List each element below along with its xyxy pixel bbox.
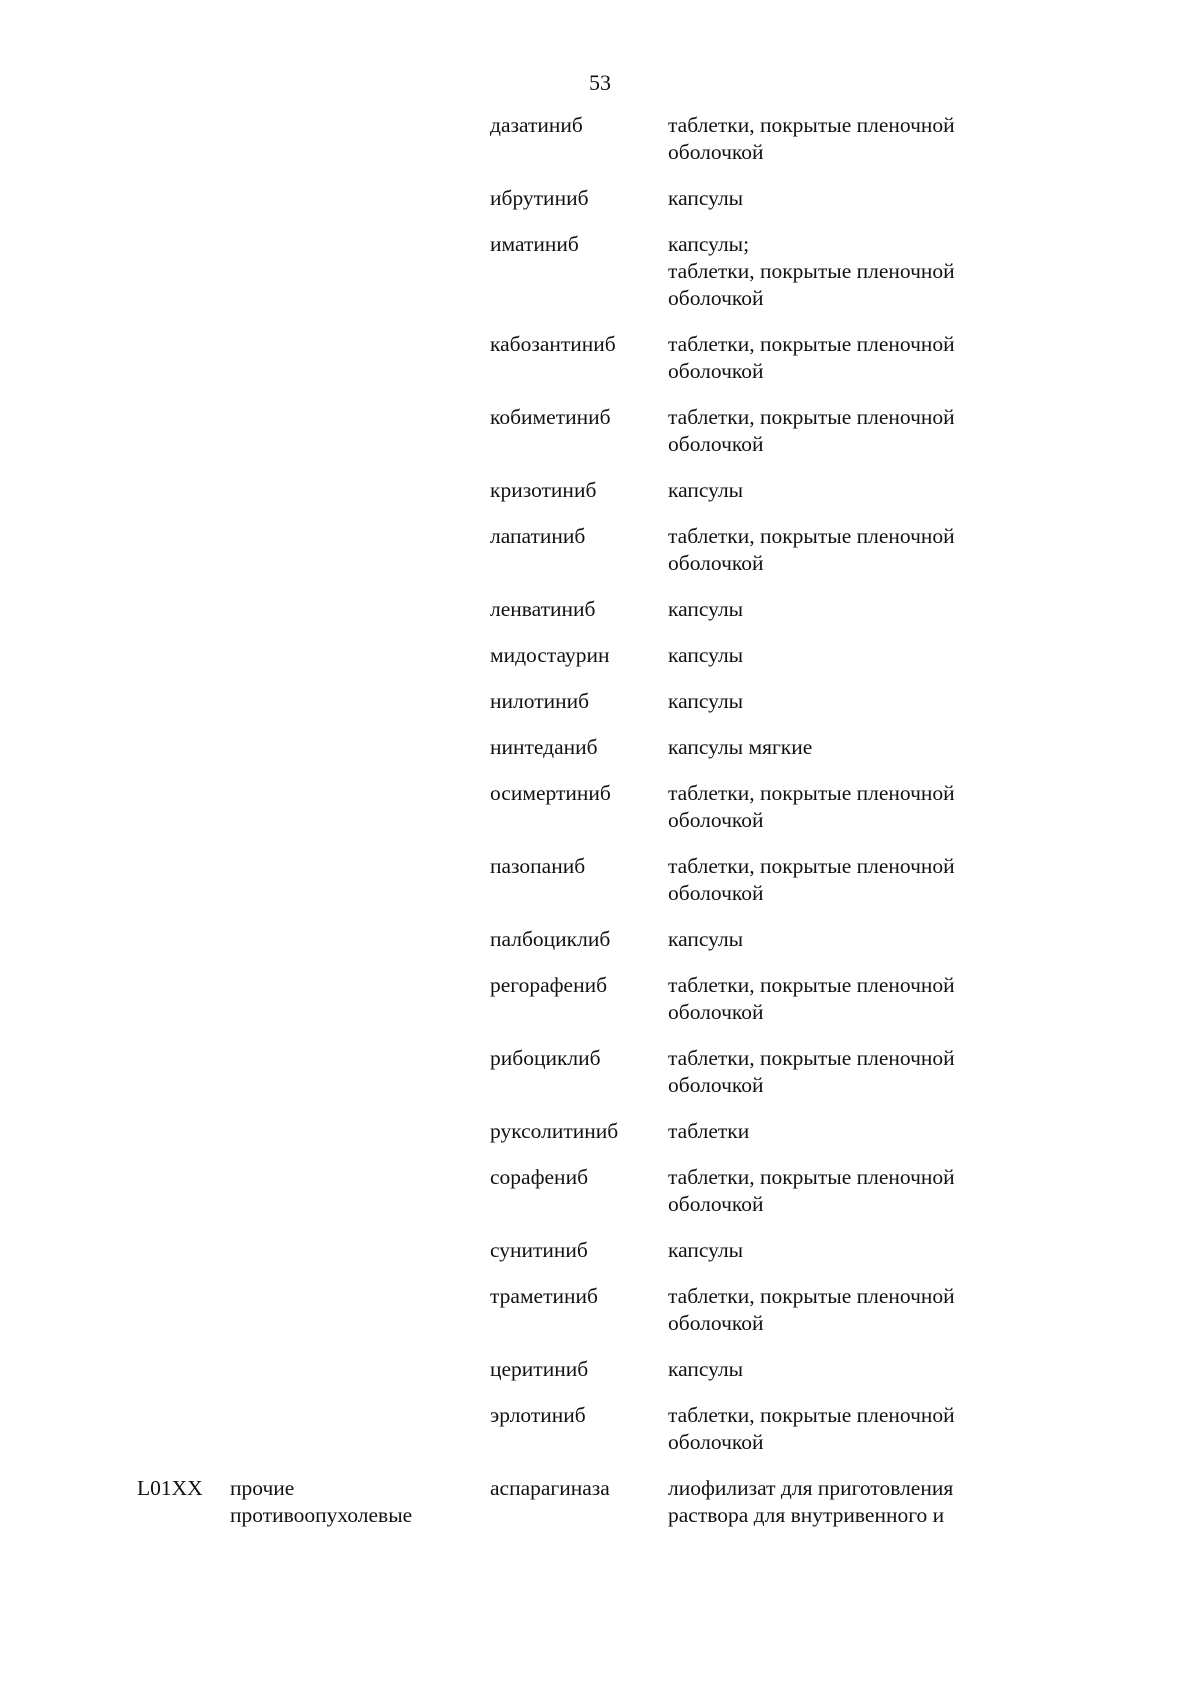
dosage-form-line: капсулы <box>668 1238 744 1262</box>
dosage-form-line: таблетки, покрытые пленочной <box>668 781 955 805</box>
drug-name-line: нилотиниб <box>490 689 590 713</box>
drug-name-line: сорафениб <box>490 1165 589 1189</box>
page-number: 53 <box>589 70 611 95</box>
drug-name <box>490 1283 660 1310</box>
dosage-form <box>668 1402 1028 1456</box>
drug-name-line: ибрутиниб <box>490 186 589 210</box>
dosage-form-line: оболочкой <box>668 1430 764 1454</box>
dosage-form <box>668 972 1028 1026</box>
dosage-form-line: таблетки, покрытые пленочной <box>668 1046 955 1070</box>
dosage-form-line: таблетки <box>668 1119 750 1143</box>
dosage-form <box>668 112 1028 166</box>
drug-name-line: сунитиниб <box>490 1238 588 1262</box>
drug-name-line: аспарагиназа <box>490 1476 610 1500</box>
dosage-form-line: капсулы <box>668 186 744 210</box>
dosage-form <box>668 734 1028 761</box>
dosage-form <box>668 642 1028 669</box>
atc-group <box>230 1475 460 1529</box>
dosage-form <box>668 1283 1028 1337</box>
dosage-form-line: капсулы; <box>668 232 750 256</box>
dosage-form-line: капсулы <box>668 597 744 621</box>
drug-name-line: ленватиниб <box>490 597 596 621</box>
drug-name <box>490 1118 660 1145</box>
dosage-form <box>668 1356 1028 1383</box>
drug-name <box>490 112 660 139</box>
dosage-form-line: капсулы <box>668 689 744 713</box>
drug-name-line: церитиниб <box>490 1357 589 1381</box>
dosage-form <box>668 1045 1028 1099</box>
drug-name <box>490 1237 660 1264</box>
dosage-form-line: капсулы <box>668 643 744 667</box>
dosage-form-line: оболочкой <box>668 551 764 575</box>
drug-name-line: лапатиниб <box>490 524 586 548</box>
drug-name <box>490 780 660 807</box>
dosage-form-line: раствора для внутривенного и <box>668 1503 945 1527</box>
atc-group-line: прочие <box>230 1476 295 1500</box>
drug-name <box>490 853 660 880</box>
dosage-form <box>668 688 1028 715</box>
dosage-form <box>668 1475 1028 1529</box>
atc-code <box>137 1475 217 1502</box>
dosage-form <box>668 853 1028 907</box>
dosage-form-line: оболочкой <box>668 881 764 905</box>
drug-name-line: нинтеданиб <box>490 735 598 759</box>
dosage-form-line: таблетки, покрытые пленочной <box>668 973 955 997</box>
drug-name-line: кобиметиниб <box>490 405 611 429</box>
dosage-form-line: таблетки, покрытые пленочной <box>668 113 955 137</box>
dosage-form-line: оболочкой <box>668 140 764 164</box>
drug-name-line: иматиниб <box>490 232 579 256</box>
drug-name <box>490 231 660 258</box>
drug-name-line: рибоциклиб <box>490 1046 601 1070</box>
drug-name-line: траметиниб <box>490 1284 598 1308</box>
dosage-form-line: таблетки, покрытые пленочной <box>668 524 955 548</box>
drug-name-line: пазопаниб <box>490 854 586 878</box>
dosage-form-line: оболочкой <box>668 286 764 310</box>
dosage-form <box>668 404 1028 458</box>
dosage-form <box>668 185 1028 212</box>
dosage-form-line: таблетки, покрытые пленочной <box>668 1403 955 1427</box>
dosage-form <box>668 780 1028 834</box>
dosage-form-line: таблетки, покрытые пленочной <box>668 854 955 878</box>
drug-name-line: кабозантиниб <box>490 332 616 356</box>
atc-group-line: противоопухолевые <box>230 1503 413 1527</box>
drug-name <box>490 596 660 623</box>
drug-name <box>490 404 660 431</box>
dosage-form <box>668 1118 1028 1145</box>
dosage-form-line: капсулы мягкие <box>668 735 813 759</box>
dosage-form-line: таблетки, покрытые пленочной <box>668 405 955 429</box>
drug-name <box>490 185 660 212</box>
drug-name-line: мидостаурин <box>490 643 610 667</box>
drug-name-line: регорафениб <box>490 973 608 997</box>
dosage-form <box>668 926 1028 953</box>
dosage-form-line: оболочкой <box>668 1311 764 1335</box>
dosage-form-line: оболочкой <box>668 808 764 832</box>
drug-name <box>490 734 660 761</box>
dosage-form-line: оболочкой <box>668 1192 764 1216</box>
atc-code-line: L01XX <box>137 1476 203 1500</box>
dosage-form <box>668 331 1028 385</box>
drug-name <box>490 688 660 715</box>
drug-name <box>490 972 660 999</box>
dosage-form <box>668 1237 1028 1264</box>
dosage-form-line: капсулы <box>668 478 744 502</box>
dosage-form-line: капсулы <box>668 927 744 951</box>
drug-name <box>490 523 660 550</box>
dosage-form-line: оболочкой <box>668 359 764 383</box>
drug-name <box>490 642 660 669</box>
dosage-form <box>668 231 1028 312</box>
dosage-form-line: оболочкой <box>668 1073 764 1097</box>
drug-name-line: дазатиниб <box>490 113 583 137</box>
dosage-form <box>668 477 1028 504</box>
drug-name <box>490 926 660 953</box>
dosage-form-line: таблетки, покрытые пленочной <box>668 1165 955 1189</box>
dosage-form-line: таблетки, покрытые пленочной <box>668 1284 955 1308</box>
dosage-form-line: оболочкой <box>668 432 764 456</box>
drug-name <box>490 1045 660 1072</box>
drug-name-line: руксолитиниб <box>490 1119 619 1143</box>
dosage-form <box>668 596 1028 623</box>
dosage-form-line: лиофилизат для приготовления <box>668 1476 954 1500</box>
drug-name <box>490 1402 660 1429</box>
dosage-form-line: оболочкой <box>668 1000 764 1024</box>
drug-name-line: кризотиниб <box>490 478 597 502</box>
drug-name-line: палбоциклиб <box>490 927 611 951</box>
drug-name <box>490 477 660 504</box>
drug-name <box>490 1164 660 1191</box>
dosage-form-line: таблетки, покрытые пленочной <box>668 259 955 283</box>
drug-name <box>490 1356 660 1383</box>
drug-name <box>490 1475 660 1502</box>
dosage-form <box>668 1164 1028 1218</box>
dosage-form <box>668 523 1028 577</box>
drug-name-line: осимертиниб <box>490 781 611 805</box>
dosage-form-line: капсулы <box>668 1357 744 1381</box>
dosage-form-line: таблетки, покрытые пленочной <box>668 332 955 356</box>
drug-name <box>490 331 660 358</box>
drug-name-line: эрлотиниб <box>490 1403 586 1427</box>
